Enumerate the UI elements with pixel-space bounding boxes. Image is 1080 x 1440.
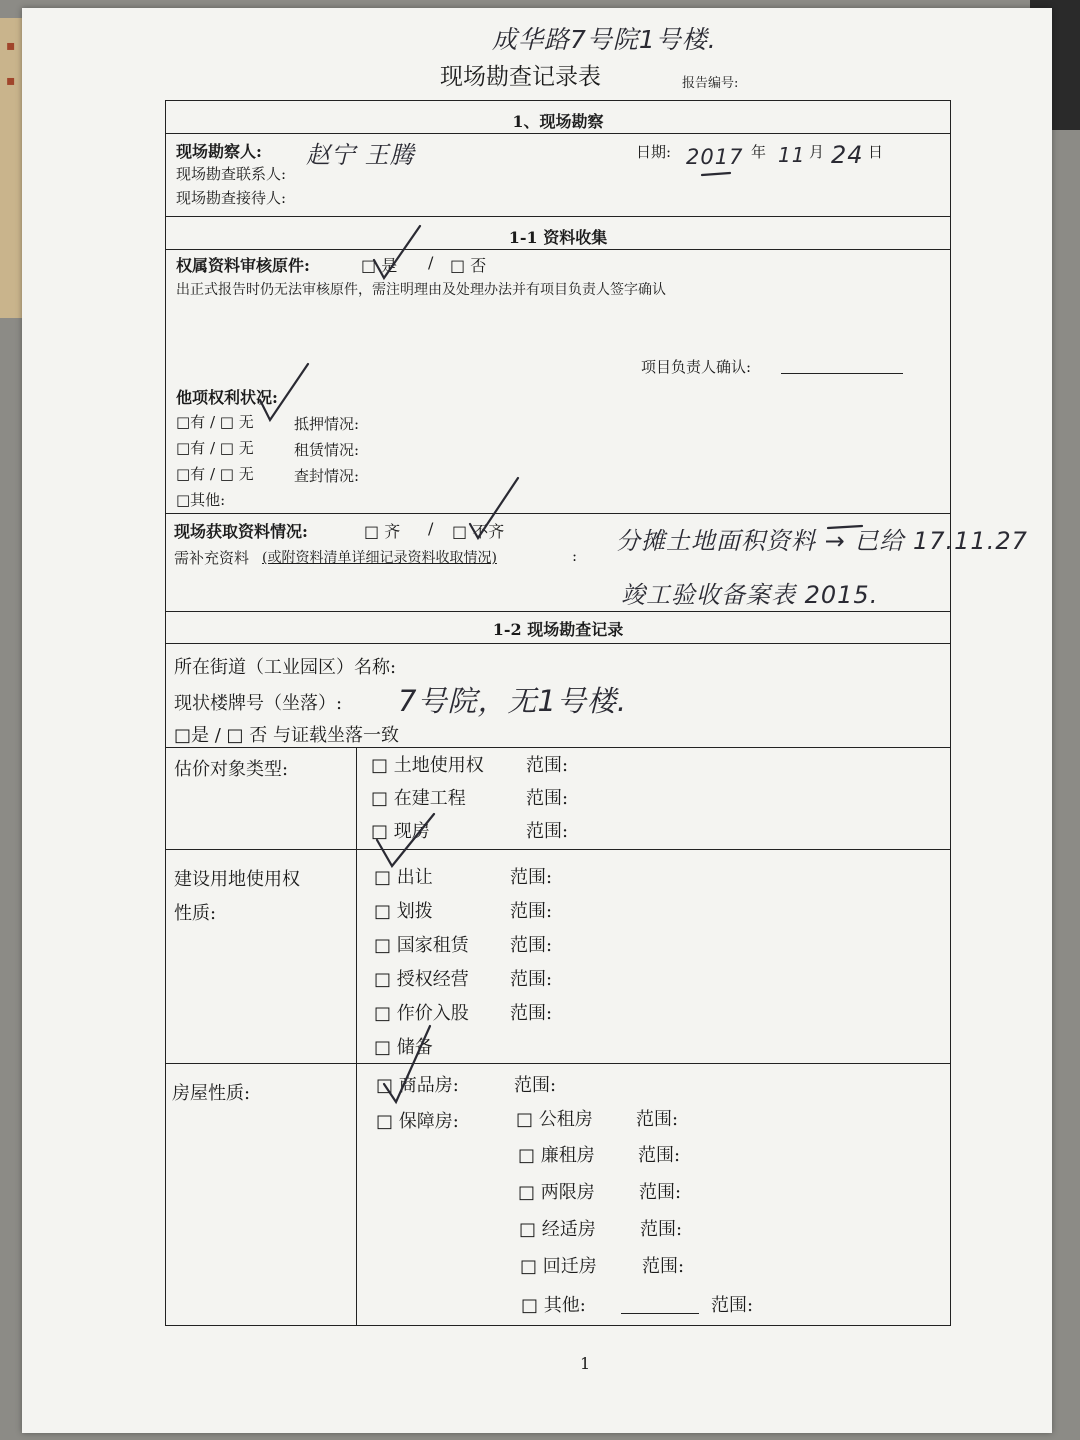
- date-day: 24: [831, 141, 864, 169]
- supplement-label: 需补充资料: [174, 549, 250, 567]
- consistent-options[interactable]: □是 / □ 否 与证载坐落一致: [174, 725, 399, 746]
- incomplete-checkbox[interactable]: □ 不齐: [452, 522, 505, 541]
- inspector-label: 现场勘察人:: [176, 142, 262, 161]
- other-housing[interactable]: □ 其他:: [521, 1295, 586, 1316]
- day-label: 日: [868, 143, 884, 161]
- object-type-range: 范围:: [526, 788, 569, 809]
- mortgage-label: 抵押情况:: [294, 415, 360, 433]
- divider: [166, 513, 950, 514]
- affordable-range: 范围:: [639, 1182, 682, 1203]
- object-type-construction[interactable]: □ 在建工程: [371, 788, 466, 809]
- relocation-housing[interactable]: □ 回迁房: [520, 1256, 597, 1277]
- section-survey-title: 1、现场勘察: [512, 112, 604, 131]
- column-divider: [356, 747, 357, 1325]
- street-label: 所在街道（工业园区）名称:: [174, 657, 397, 678]
- affordable-range: 范围:: [642, 1256, 685, 1277]
- month-label: 月: [809, 143, 825, 161]
- rights-options[interactable]: □有 / □ 无: [176, 413, 254, 431]
- section-docs-title: 1-1 资料收集: [508, 228, 608, 247]
- object-type-range: 范围:: [526, 755, 569, 776]
- receiver-label: 现场勘查接待人:: [176, 189, 287, 207]
- affordable-housing[interactable]: □ 保障房:: [376, 1111, 459, 1132]
- survey-form: [165, 100, 1028, 1326]
- seizure-label: 查封情况:: [294, 467, 360, 485]
- divider: [166, 1063, 950, 1064]
- land-right-transfer[interactable]: □ 出让: [374, 867, 433, 888]
- plate-value: 7号院，无1号楼.: [398, 684, 628, 718]
- date-label: 日期:: [636, 143, 672, 161]
- other-housing-blank[interactable]: [621, 1313, 699, 1314]
- contact-label: 现场勘查联系人:: [176, 165, 287, 183]
- object-type-label: 估价对象类型:: [174, 759, 289, 780]
- public-rental[interactable]: □ 公租房: [516, 1109, 593, 1130]
- rights-options[interactable]: □有 / □ 无: [176, 439, 254, 457]
- land-right-range: 范围:: [510, 901, 553, 922]
- option-separator: /: [428, 519, 434, 538]
- complete-checkbox[interactable]: □ 齐: [364, 522, 401, 541]
- ownership-yes-checkbox[interactable]: □ 是: [361, 256, 398, 275]
- land-right-authorized[interactable]: □ 授权经营: [374, 969, 469, 990]
- economic-housing[interactable]: □ 经适房: [519, 1219, 596, 1240]
- divider: [166, 249, 950, 250]
- report-number-label: 报告编号:: [682, 76, 739, 91]
- supplement-colon: :: [572, 547, 578, 565]
- handwritten-supplement-1: 分摊土地面积资料 → 已给 17.11.27: [616, 527, 1028, 555]
- red-stamp-mark: ▪: [6, 38, 16, 54]
- red-stamp-mark: ▪: [6, 73, 16, 89]
- date-year: 2017: [686, 145, 744, 169]
- date-month: 11: [778, 143, 806, 167]
- divider: [166, 747, 950, 748]
- land-right-range: 范围:: [510, 867, 553, 888]
- rights-options[interactable]: □有 / □ 无: [176, 465, 254, 483]
- other-rights-label: 他项权利状况:: [176, 388, 278, 407]
- obtained-label: 现场获取资料情况:: [174, 522, 308, 541]
- land-right-lease[interactable]: □ 国家租赁: [374, 935, 469, 956]
- land-right-reserve[interactable]: □ 储备: [374, 1037, 433, 1058]
- lease-label: 租赁情况:: [294, 441, 360, 459]
- affordable-range: 范围:: [636, 1109, 679, 1130]
- land-right-label: 建设用地使用权: [174, 869, 300, 890]
- page-number: 1: [580, 1354, 591, 1373]
- pm-signature-line[interactable]: [781, 373, 903, 374]
- affordable-range: 范围:: [711, 1295, 754, 1316]
- land-right-equity[interactable]: □ 作价入股: [374, 1003, 469, 1024]
- ownership-no-checkbox[interactable]: □ 否: [450, 256, 487, 275]
- handwritten-title: 成华路7号院1号楼.: [492, 25, 717, 54]
- land-right-range: 范围:: [510, 969, 553, 990]
- inspector-names: 赵宁 王腾: [306, 141, 415, 169]
- limited-price[interactable]: □ 两限房: [518, 1182, 595, 1203]
- handwritten-supplement-2: 竣工验收备案表 2015.: [621, 581, 879, 609]
- low-rent[interactable]: □ 廉租房: [518, 1145, 595, 1166]
- object-type-existing[interactable]: □ 现房: [371, 821, 430, 842]
- land-right-allocation[interactable]: □ 划拨: [374, 901, 433, 922]
- commercial-housing[interactable]: □ 商品房:: [376, 1075, 459, 1096]
- rights-other-checkbox[interactable]: □其他:: [176, 491, 226, 509]
- land-right-range: 范围:: [510, 935, 553, 956]
- plate-label: 现状楼牌号（坐落）:: [174, 693, 343, 714]
- house-nature-label: 房屋性质:: [172, 1083, 251, 1104]
- object-type-range: 范围:: [526, 821, 569, 842]
- land-right-label-2: 性质:: [174, 903, 217, 924]
- divider: [166, 849, 950, 850]
- divider: [166, 216, 950, 217]
- affordable-range: 范围:: [638, 1145, 681, 1166]
- pm-confirm-label: 项目负责人确认:: [641, 358, 752, 376]
- divider: [166, 133, 950, 134]
- divider: [166, 611, 950, 612]
- divider: [166, 643, 950, 644]
- supplement-note: (或附资料清单详细记录资料收取情况): [262, 550, 497, 566]
- year-label: 年: [751, 143, 767, 161]
- ownership-label: 权属资料审核原件:: [176, 256, 310, 275]
- commercial-range: 范围:: [514, 1075, 557, 1096]
- section-record-title: 1-2 现场勘查记录: [492, 620, 624, 639]
- affordable-range: 范围:: [640, 1219, 683, 1240]
- page-title: 现场勘查记录表: [440, 64, 601, 90]
- form-page: [22, 8, 1052, 1433]
- option-separator: /: [428, 253, 434, 272]
- ownership-note: 出正式报告时仍无法审核原件，需注明理由及处理办法并有项目负责人签字确认: [176, 282, 666, 298]
- object-type-land[interactable]: □ 土地使用权: [371, 755, 484, 776]
- land-right-range: 范围:: [510, 1003, 553, 1024]
